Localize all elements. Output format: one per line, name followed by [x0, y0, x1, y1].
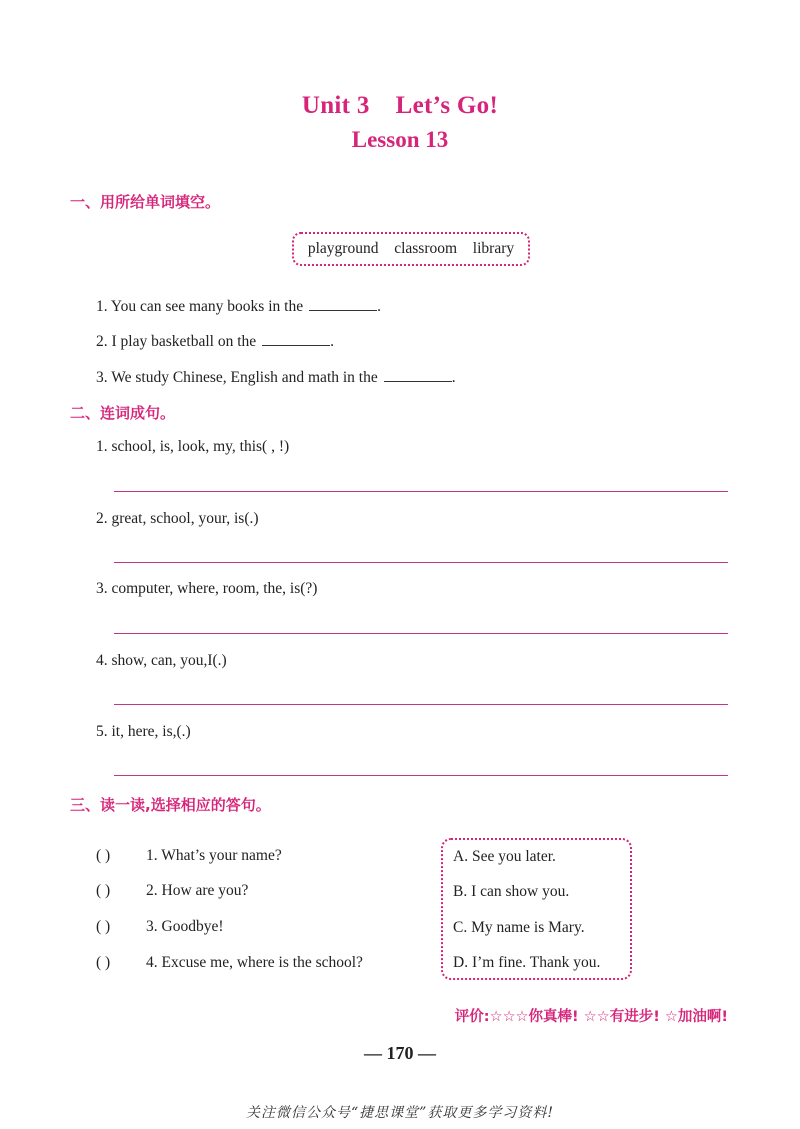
match-question-1: ( ) 1. What’s your name? — [96, 847, 282, 864]
fill-question-2: 2. I play basketball on the . — [96, 333, 334, 350]
word-bank-item: classroom — [394, 240, 458, 257]
answer-bracket[interactable]: ( ) — [96, 918, 111, 935]
scrambled-sentence-2: 2. great, school, your, is(.) — [96, 510, 259, 527]
evaluation-line: 评价:☆☆☆你真棒! ☆☆有进步! ☆加油啊! — [454, 1009, 728, 1025]
option-d: D. I’m fine. Thank you. — [453, 954, 601, 971]
scrambled-sentence-1: 1. school, is, look, my, this( , !) — [96, 438, 290, 455]
option-a: A. See you later. — [453, 848, 556, 865]
unit-subtitle: Let’s Go! — [395, 92, 499, 119]
scrambled-sentence-5: 5. it, here, is,(.) — [96, 723, 191, 740]
answer-line-2[interactable] — [114, 562, 728, 563]
lesson-title: Lesson 13 — [351, 127, 449, 152]
unit-number: Unit 3 — [301, 92, 370, 119]
word-bank — [292, 232, 530, 266]
answer-line-1[interactable] — [114, 491, 728, 492]
answer-blank[interactable] — [309, 296, 377, 311]
answer-blank[interactable] — [384, 367, 452, 382]
answer-options-box — [441, 838, 632, 980]
match-question-2: ( ) 2. How are you? — [96, 882, 249, 899]
option-c: C. My name is Mary. — [453, 919, 585, 936]
match-question-4: ( ) 4. Excuse me, where is the school? — [96, 954, 363, 971]
option-b: B. I can show you. — [453, 883, 570, 900]
section-3-heading: 三、读一读,选择相应的答句。 — [70, 796, 271, 814]
answer-blank[interactable] — [262, 331, 330, 346]
answer-bracket[interactable]: ( ) — [96, 882, 111, 899]
fill-question-3: 3. We study Chinese, English and math in the . — [96, 369, 456, 386]
answer-line-3[interactable] — [114, 633, 728, 634]
answer-bracket[interactable]: ( ) — [96, 954, 111, 971]
section-1-heading: 一、用所给单词填空。 — [70, 193, 221, 211]
unit-title — [0, 92, 800, 120]
footer-note: 关注微信公众号“捷思课堂”获取更多学习资料! — [246, 1105, 554, 1121]
word-bank-item: playground — [307, 240, 379, 257]
match-question-3: ( ) 3. Goodbye! — [96, 918, 224, 935]
scrambled-sentence-3: 3. computer, where, room, the, is(?) — [96, 580, 318, 597]
answer-line-5[interactable] — [114, 775, 728, 776]
fill-question-1: 1. You can see many books in the . — [96, 298, 381, 315]
answer-bracket[interactable]: ( ) — [96, 847, 111, 864]
scrambled-sentence-4: 4. show, can, you,I(.) — [96, 652, 227, 669]
page-number: — 170 — — [364, 1043, 436, 1063]
answer-line-4[interactable] — [114, 704, 728, 705]
section-2-heading: 二、连词成句。 — [70, 404, 176, 422]
word-bank-item: library — [472, 240, 515, 257]
